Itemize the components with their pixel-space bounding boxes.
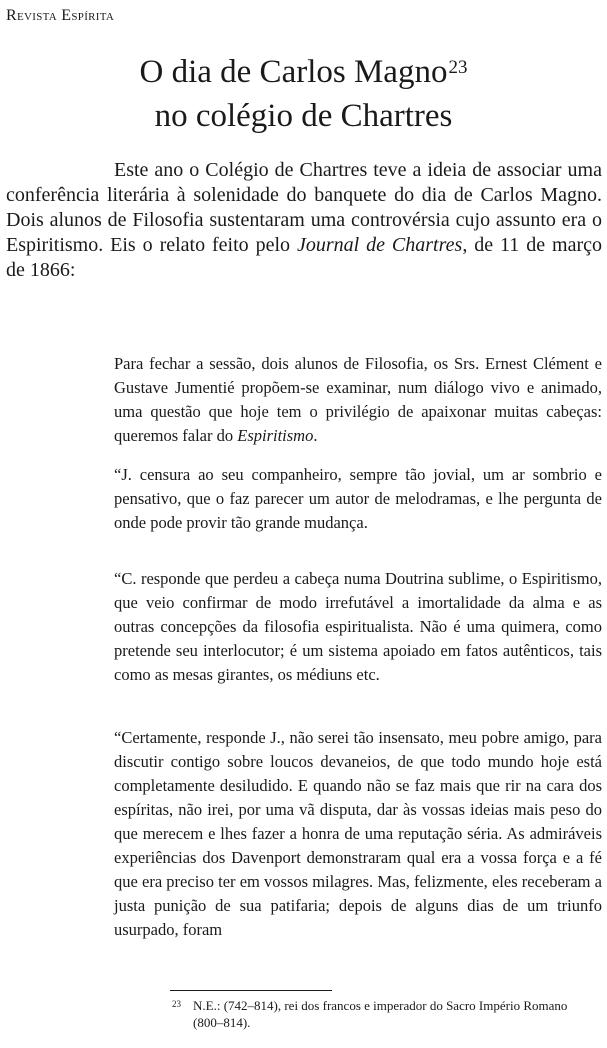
quote-1-end: . [313, 426, 318, 445]
footnote-number: 23 [172, 999, 181, 1009]
quote-paragraph-4: “Certamente, responde J., não serei tão insensato, meu pobre amigo, para discutir contigo sobre loucos devaneios, de que todo mundo hoje está completamente desiludido. E quando não se faz mais que rir na cara dos espíritas, não irei, por uma vã disputa, dar às vossas ideias mais peso do que merecem e lhes fazer a honra de uma reputação séria. As admiráveis experiências dos Davenport demonstraram qual era a vossa força e a fé que era preciso ter em vossos milagres. Mas, felizmente, eles receberam a justa punição de sua patifaria; depois de alguns dias de um triunfo usurpado, foram [114, 728, 602, 939]
intro-date: , de 11 de março de 1866: [6, 234, 603, 281]
quote-paragraph-3: “C. responde que perdeu a cabeça numa Doutrina sublime, o Espiritismo, que veio confirmar de modo irrefutável a imortalidade da alma e as outras concepções da filosofia espiritualista. Não é uma quimera, como pretende seu interlocutor; é um sistema apoiado em fatos autênticos, tais como as mesas girantes, os médiuns etc. [114, 569, 602, 684]
quote-paragraph-2: “J. censura ao seu companheiro, sempre tão jovial, um ar sombrio e pensativo, que o faz parecer um autor de melodramas, e lhe pergunta de onde pode provir tão grande mudança. [114, 465, 602, 532]
title-line-1: O dia de Carlos Magno [139, 54, 448, 90]
quote-1-italic: Espiritismo [237, 426, 314, 445]
running-head: Revista Espírita [6, 7, 115, 24]
footnote-text: N.E.: (742–814), rei dos francos e imperador do Sacro Império Romano (800–814). [193, 998, 568, 1030]
journal-title: Journal de Chartres [296, 234, 463, 256]
footnote-reference: 23 [448, 57, 468, 78]
intro-text: Este ano o Colégio de Chartres teve a ideia de associar uma conferência literária à solenidade do banquete do dia de Carlos Magno. Dois alunos de Filosofia sustentaram uma controvérsia cujo assunto era o Espiritismo. Eis o relato feito pelo [6, 159, 602, 256]
quote-paragraph-1 [114, 352, 602, 448]
quote-1-text: Para fechar a sessão, dois alunos de Filosofia, os Srs. Ernest Clément e Gustave Jumentié propõem-se examinar, num diálogo vivo e animado, uma questão que hoje tem o privilégio de apaixonar muitas cabeças: queremos falar do [114, 354, 602, 445]
footnote [172, 997, 602, 1031]
page-title [0, 50, 607, 138]
footnote-divider [170, 990, 332, 991]
intro-paragraph [6, 158, 602, 283]
title-line-2: no colégio de Chartres [154, 98, 453, 134]
